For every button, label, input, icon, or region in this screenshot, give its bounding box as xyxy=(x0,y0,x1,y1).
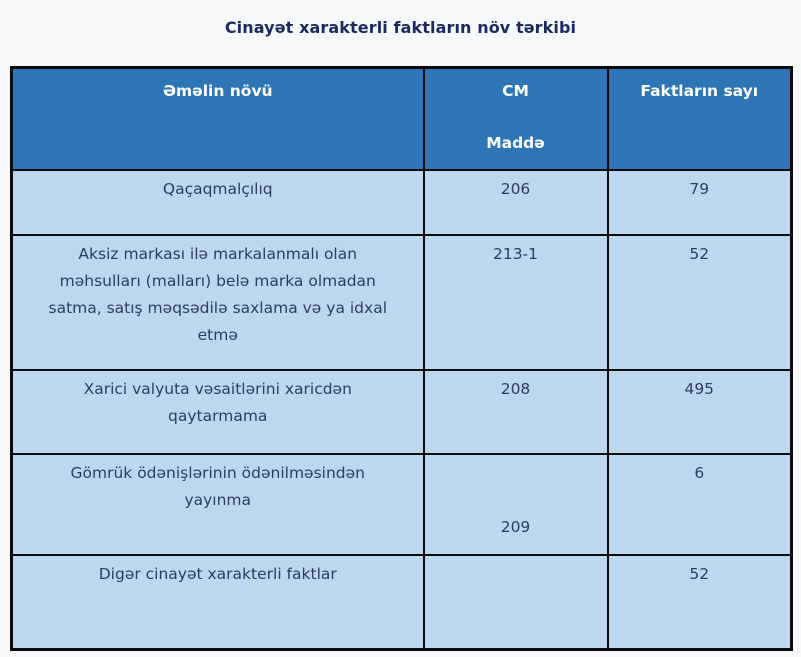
cell-cm-article: 208 xyxy=(424,370,608,454)
table-row-smuggling xyxy=(12,170,792,235)
cell-act-type: Gömrük ödənişlərinin ödənilməsindən yayınma xyxy=(12,454,424,555)
table-row-foreign-currency xyxy=(12,370,792,454)
cell-act-type: Aksiz markası ilə markalanmalı olan məhsulları (malları) belə marka olmadan satma, satış məqsədilə saxlama və ya idxal etmə xyxy=(12,235,424,370)
header-act-type: Əməlin növü xyxy=(12,68,424,170)
cell-act-type: Xarici valyuta vəsaitlərini xaricdən qaytarmama xyxy=(12,370,424,454)
cell-fact-count: 52 xyxy=(608,555,792,650)
header-cm-line1: CM xyxy=(502,82,529,100)
header-fact-count: Faktların sayı xyxy=(608,68,792,170)
table-header-row xyxy=(12,68,792,170)
header-cm-article xyxy=(424,68,608,170)
table-row-other-facts xyxy=(12,555,792,650)
cell-act-type: Qaçaqmalçılıq xyxy=(12,170,424,235)
table-row-excise-stamps xyxy=(12,235,792,370)
page-title: Cinayət xarakterli faktların növ tərkibi xyxy=(224,18,577,37)
cell-fact-count: 6 xyxy=(608,454,792,555)
cell-fact-count: 79 xyxy=(608,170,792,235)
header-cm-line2: Maddə xyxy=(486,134,545,152)
cell-cm-article: 209 xyxy=(424,454,608,555)
cell-act-type: Digər cinayət xarakterli faktlar xyxy=(12,555,424,650)
cell-fact-count: 52 xyxy=(608,235,792,370)
cell-cm-article xyxy=(424,555,608,650)
cell-cm-article: 213-1 xyxy=(424,235,608,370)
facts-table xyxy=(10,66,793,651)
table-row-customs-payments xyxy=(12,454,792,555)
cell-fact-count: 495 xyxy=(608,370,792,454)
cell-cm-article: 206 xyxy=(424,170,608,235)
